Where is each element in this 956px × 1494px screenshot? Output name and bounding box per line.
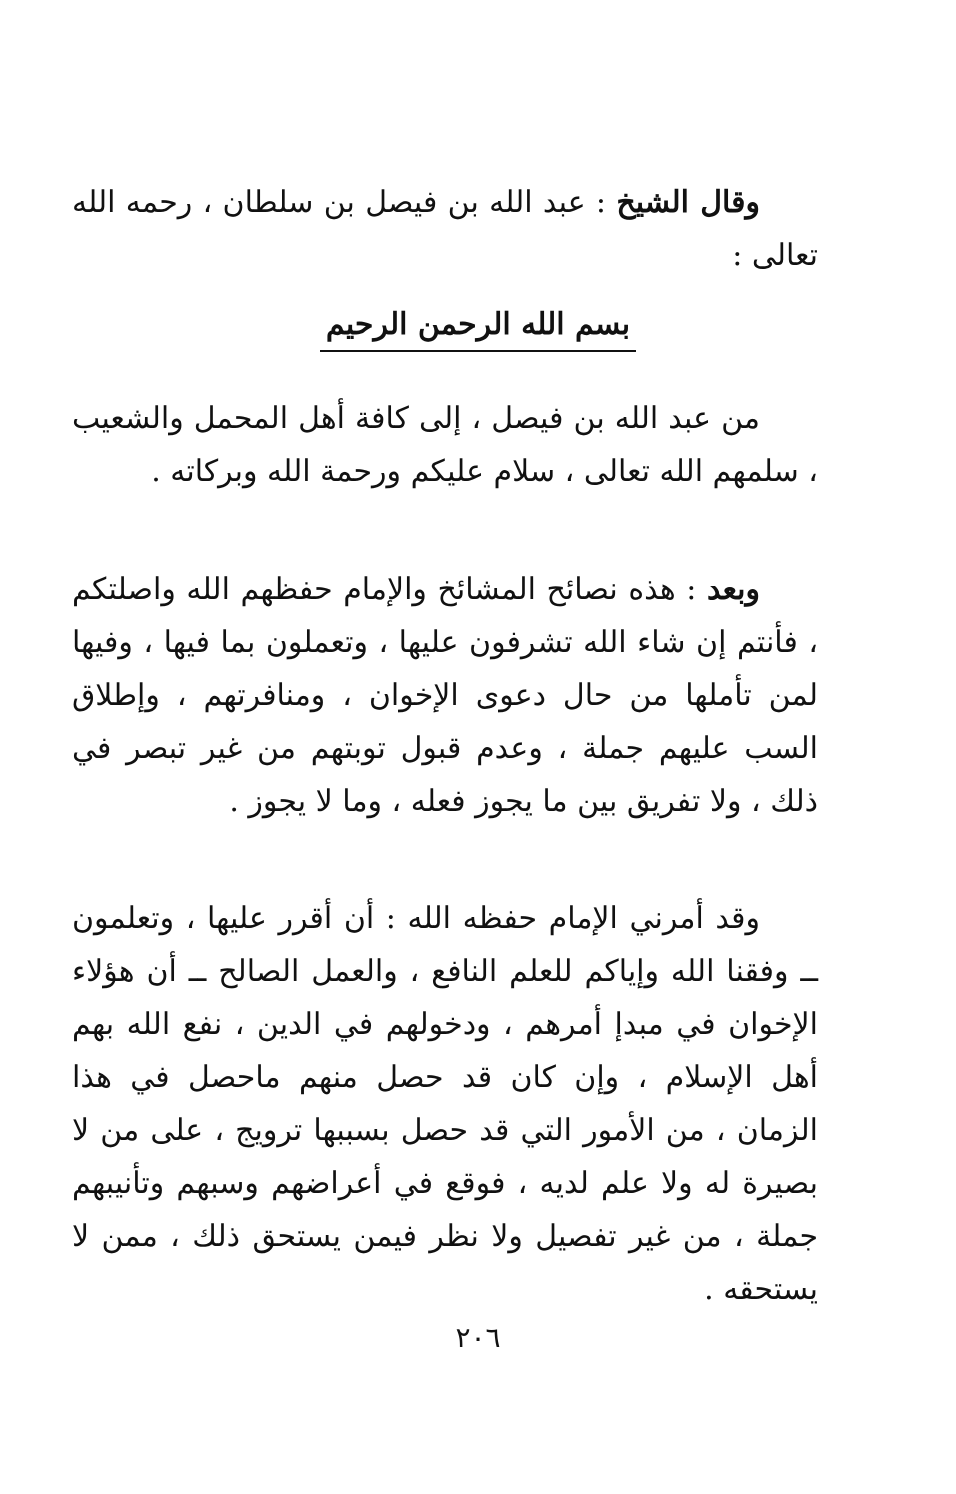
basmala-heading (0, 300, 956, 352)
paragraph-instruction (72, 892, 818, 1316)
paragraph-greeting (72, 392, 818, 498)
page-number: ٢٠٦ (455, 1321, 501, 1354)
intro-text: : عبد الله بن فيصل بن سلطان ، رحمه الله تعالى : (72, 185, 818, 273)
paragraph-greeting-text: من عبد الله بن فيصل ، إلى كافة أهل المحمل والشعيب ، سلمهم الله تعالى ، سلام عليكم ورحمة الله وبركاته . (72, 401, 818, 489)
intro-lead: وقال الشيخ (616, 185, 760, 220)
paragraph-instruction-text: وقد أمرني الإمام حفظه الله : أن أقرر عليها ، وتعلمون ــ وفقنا الله وإياكم للعلم النافع ، والعمل الصالح ــ أن هؤلاء الإخوان في مبدإ أمرهم ، ودخولهم في الدين ، نفع الله بهم أهل الإسلام ، وإن كان قد حصل منهم ماحصل في هذا الزمان ، من الأمور التي قد حصل بسببها ترويج ، على من لا بصيرة له ولا علم لديه ، فوقع في أعراضهم وسبهم وتأنيبهم جملة ، من غير تفصيل ولا نظر فيمن يستحق ذلك ، ممن لا يستحقه . (72, 901, 818, 1307)
paragraph-advice-lead: وبعد (706, 572, 760, 607)
paragraph-advice-text: : هذه نصائح المشائخ والإمام حفظهم الله واصلتكم ، فأنتم إن شاء الله تشرفون عليها ، وتعملون بما فيها ، وفيها لمن تأملها من حال دعوى الإخوان ، ومنافرتهم ، وإطلاق السب عليهم جملة ، وعدم قبول توبتهم من غير تبصر في ذلك ، ولا تفريق بين ما يجوز فعله ، وما لا يجوز . (72, 572, 818, 819)
paragraph-advice (72, 563, 818, 828)
intro-paragraph (72, 176, 818, 282)
basmala-text: بسم الله الرحمن الرحيم (320, 300, 636, 352)
